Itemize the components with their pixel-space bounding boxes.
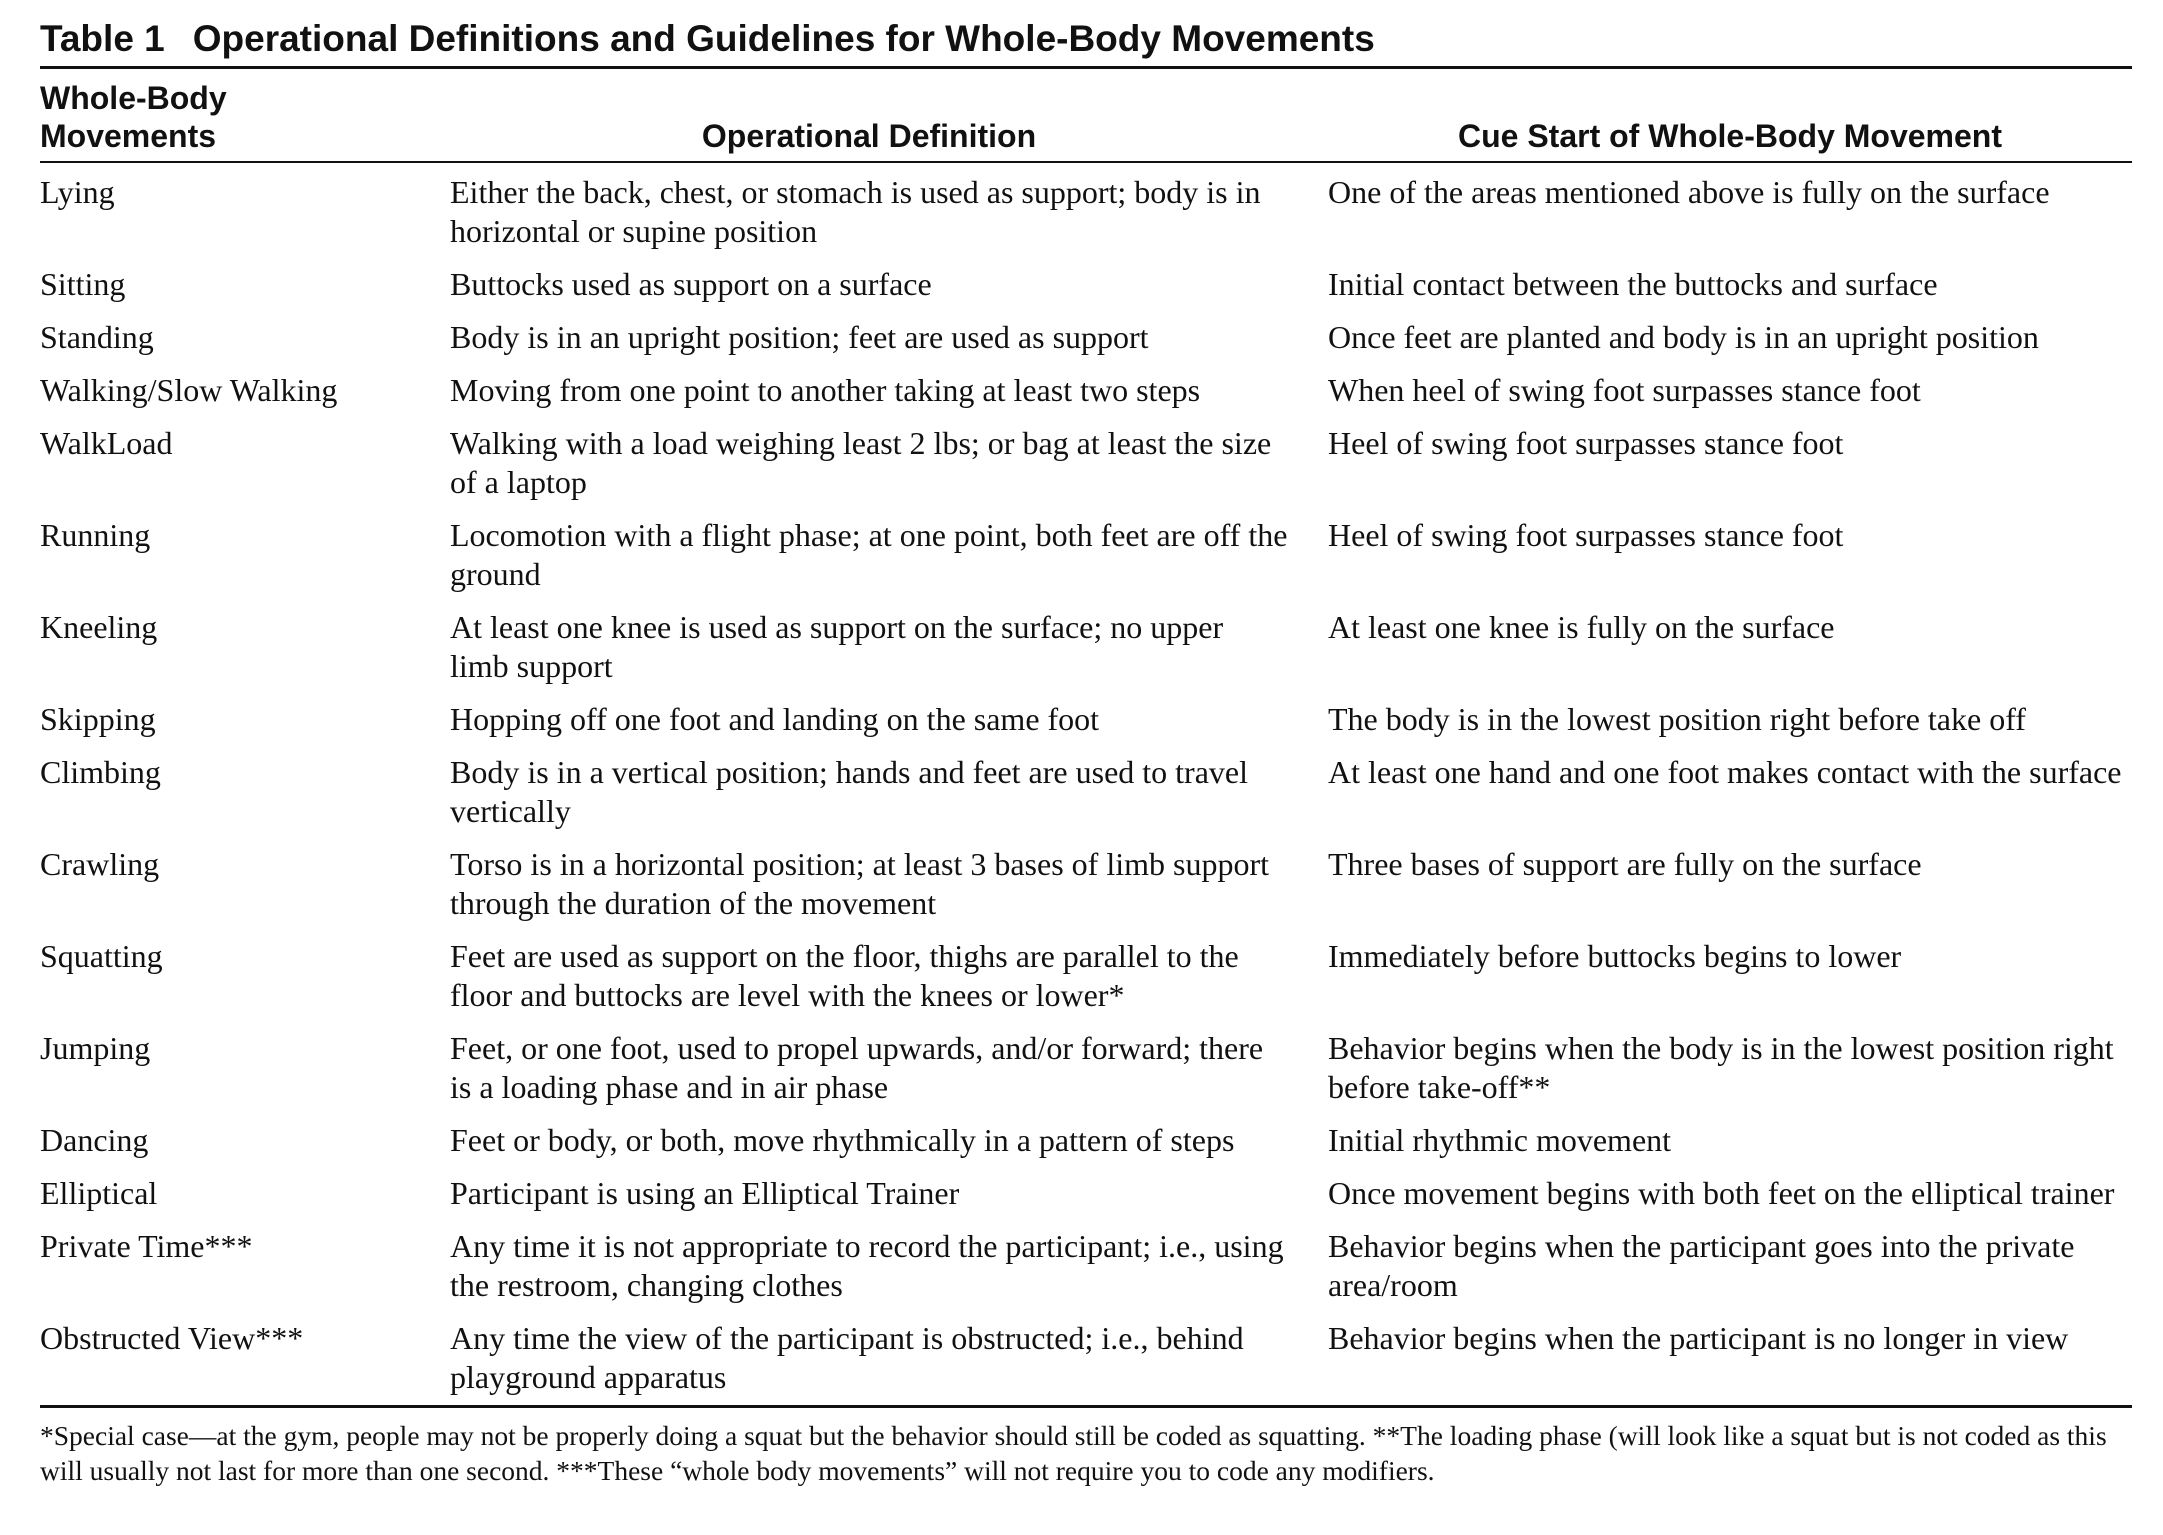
cue-cell: Immediately before buttocks begins to lower <box>1328 938 1902 974</box>
cue-cell: Behavior begins when the participant goes into the private area/room <box>1328 1228 2075 1303</box>
table-row <box>40 697 2132 750</box>
movement-cell: Kneeling <box>40 609 158 645</box>
table-row <box>40 1118 2132 1171</box>
table-row <box>40 1224 2132 1316</box>
definition-cell: Buttocks used as support on a surface <box>450 266 932 302</box>
movement-cell: Dancing <box>40 1122 149 1158</box>
table-row <box>40 162 2132 262</box>
movement-cell: Elliptical <box>40 1175 158 1211</box>
cue-cell: Behavior begins when the body is in the lowest position right before take-off** <box>1328 1030 2114 1105</box>
movement-cell: Obstructed View*** <box>40 1320 304 1356</box>
definition-cell: Body is in a vertical position; hands and feet are used to travel vertically <box>450 754 1248 829</box>
cue-cell: Initial rhythmic movement <box>1328 1122 1672 1158</box>
definition-cell: Locomotion with a flight phase; at one point, both feet are off the ground <box>450 517 1288 592</box>
definition-cell: Feet or body, or both, move rhythmically in a pattern of steps <box>450 1122 1235 1158</box>
header-definition: Operational Definition <box>450 69 1328 162</box>
movement-cell: Walking/Slow Walking <box>40 372 338 408</box>
table-row <box>40 1026 2132 1118</box>
table-row <box>40 842 2132 934</box>
definition-cell: Moving from one point to another taking at least two steps <box>450 372 1201 408</box>
movement-cell: Squatting <box>40 938 163 974</box>
header-cue: Cue Start of Whole-Body Movement <box>1328 69 2132 162</box>
table-row <box>40 605 2132 697</box>
header-movements-line2: Movements <box>40 118 217 154</box>
cue-cell: At least one knee is fully on the surface <box>1328 609 1835 645</box>
movement-cell: Sitting <box>40 266 126 302</box>
table-row <box>40 421 2132 513</box>
definition-cell: Walking with a load weighing least 2 lbs; or bag at least the size of a laptop <box>450 425 1272 500</box>
movement-cell: Running <box>40 517 151 553</box>
table-row <box>40 750 2132 842</box>
definition-cell: Hopping off one foot and landing on the same foot <box>450 701 1100 737</box>
table-row <box>40 368 2132 421</box>
cue-cell: Initial contact between the buttocks and surface <box>1328 266 1938 302</box>
definitions-table <box>40 69 2132 1405</box>
cue-cell: Heel of swing foot surpasses stance foot <box>1328 425 1844 461</box>
header-movements <box>40 69 450 162</box>
header-movements-line1: Whole-Body <box>40 80 227 116</box>
movement-cell: Crawling <box>40 846 160 882</box>
definition-cell: Participant is using an Elliptical Trainer <box>450 1175 960 1211</box>
definition-cell: Any time the view of the participant is obstructed; i.e., behind playground apparatus <box>450 1320 1244 1395</box>
definition-cell: Feet are used as support on the floor, thighs are parallel to the floor and buttocks are level with the knees or lower* <box>450 938 1239 1013</box>
table-row <box>40 934 2132 1026</box>
definition-cell: Feet, or one foot, used to propel upwards, and/or forward; there is a loading phase and in air phase <box>450 1030 1264 1105</box>
cue-cell: Once feet are planted and body is in an upright position <box>1328 319 2039 355</box>
table-row <box>40 1171 2132 1224</box>
cue-cell: Three bases of support are fully on the surface <box>1328 846 1922 882</box>
cue-cell: Behavior begins when the participant is no longer in view <box>1328 1320 2069 1356</box>
table-title: Operational Definitions and Guidelines for Whole-Body Movements <box>192 18 1375 59</box>
table-row <box>40 262 2132 315</box>
definition-cell: Any time it is not appropriate to record the participant; i.e., using the restroom, changing clothes <box>450 1228 1284 1303</box>
cue-cell: Once movement begins with both feet on the elliptical trainer <box>1328 1175 2115 1211</box>
cue-cell: One of the areas mentioned above is fully on the surface <box>1328 174 2050 210</box>
movement-cell: Skipping <box>40 701 156 737</box>
cue-cell: Heel of swing foot surpasses stance foot <box>1328 517 1844 553</box>
cue-cell: The body is in the lowest position right before take off <box>1328 701 2026 737</box>
cue-cell: When heel of swing foot surpasses stance foot <box>1328 372 1921 408</box>
definition-cell: Torso is in a horizontal position; at least 3 bases of limb support through the duration of the movement <box>450 846 1269 921</box>
movement-cell: Lying <box>40 174 115 210</box>
table-row <box>40 1316 2132 1405</box>
movement-cell: WalkLoad <box>40 425 173 461</box>
definition-cell: Body is in an upright position; feet are used as support <box>450 319 1149 355</box>
movement-cell: Private Time*** <box>40 1228 253 1264</box>
movement-cell: Jumping <box>40 1030 151 1066</box>
definition-cell: At least one knee is used as support on the surface; no upper limb support <box>450 609 1224 684</box>
movement-cell: Climbing <box>40 754 161 790</box>
table-number: Table 1 <box>40 18 165 59</box>
table-body <box>40 162 2132 1405</box>
table-container <box>40 16 2132 1488</box>
movement-cell: Standing <box>40 319 154 355</box>
table-footnote: *Special case—at the gym, people may not be properly doing a squat but the behavior should still be coded as squatting. **The loading phase (will look like a squat but is not coded as this will usually not last for more than one second. ***These “whole body movements” will not require you to code any modifiers. <box>40 1420 2107 1486</box>
table-row <box>40 513 2132 605</box>
definition-cell: Either the back, chest, or stomach is used as support; body is in horizontal or supine position <box>450 174 1261 249</box>
header-row <box>40 69 2132 162</box>
table-row <box>40 315 2132 368</box>
table-caption <box>40 16 2132 66</box>
cue-cell: At least one hand and one foot makes contact with the surface <box>1328 754 2122 790</box>
